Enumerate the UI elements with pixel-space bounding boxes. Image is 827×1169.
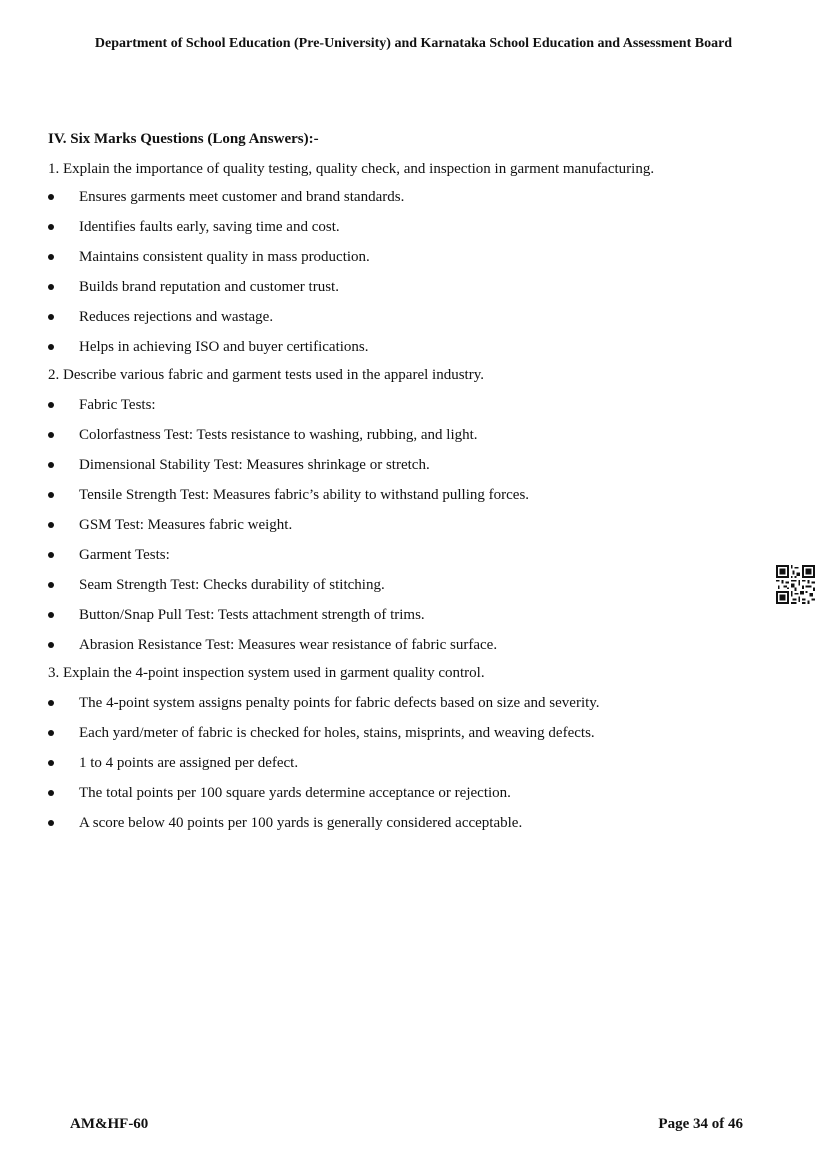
list-item	[48, 217, 768, 247]
page-number: Page 34 of 46	[658, 1116, 743, 1132]
bullet-icon	[48, 462, 54, 468]
list-item-text: Abrasion Resistance Test: Measures wear resistance of fabric surface.	[79, 637, 498, 653]
list-item	[48, 187, 768, 217]
list-item-text: Helps in achieving ISO and buyer certifications.	[79, 339, 369, 355]
bullet-icon	[48, 522, 54, 528]
list-item-text: Dimensional Stability Test: Measures shrinkage or stretch.	[79, 457, 430, 473]
question-1: 1. Explain the importance of quality testing, quality check, and inspection in garment manufacturing.	[48, 161, 655, 177]
list-item	[48, 783, 768, 813]
question-2: 2. Describe various fabric and garment tests used in the apparel industry.	[48, 367, 484, 383]
list-item	[48, 635, 768, 663]
document-code: AM&HF-60	[70, 1116, 149, 1132]
list-item-text: The 4-point system assigns penalty points for fabric defects based on size and severity.	[79, 695, 600, 711]
list-item	[48, 575, 768, 605]
list-item-text: Builds brand reputation and customer trust.	[79, 279, 339, 295]
bullet-icon	[48, 224, 54, 230]
list-item	[48, 247, 768, 277]
list-item-text: Fabric Tests:	[79, 397, 156, 413]
bullet-icon	[48, 402, 54, 408]
bullet-icon	[48, 582, 54, 588]
list-item-text: Button/Snap Pull Test: Tests attachment strength of trims.	[79, 607, 425, 623]
bullet-icon	[48, 194, 54, 200]
list-item	[48, 515, 768, 545]
list-item	[48, 693, 768, 723]
list-item	[48, 753, 768, 783]
qr-code-icon	[776, 565, 815, 604]
page-content	[48, 129, 768, 843]
question-3: 3. Explain the 4-point inspection system used in garment quality control.	[48, 665, 485, 681]
list-item	[48, 605, 768, 635]
bullet-icon	[48, 642, 54, 648]
list-item-text: Colorfastness Test: Tests resistance to washing, rubbing, and light.	[79, 427, 478, 443]
bullet-icon	[48, 344, 54, 350]
bullet-icon	[48, 760, 54, 766]
list-item-text: GSM Test: Measures fabric weight.	[79, 517, 293, 533]
bullet-icon	[48, 700, 54, 706]
list-item	[48, 723, 768, 753]
list-item	[48, 337, 768, 365]
list-item-text: Ensures garments meet customer and brand standards.	[79, 189, 405, 205]
list-item-text: Seam Strength Test: Checks durability of stitching.	[79, 577, 385, 593]
bullet-icon	[48, 432, 54, 438]
list-item-text: Reduces rejections and wastage.	[79, 309, 274, 325]
bullet-icon	[48, 820, 54, 826]
list-item-text: Garment Tests:	[79, 547, 170, 563]
bullet-icon	[48, 314, 54, 320]
bullet-icon	[48, 612, 54, 618]
list-item	[48, 395, 768, 425]
list-item-text: A score below 40 points per 100 yards is generally considered acceptable.	[79, 815, 523, 831]
bullet-icon	[48, 254, 54, 260]
bullet-icon	[48, 730, 54, 736]
list-item	[48, 307, 768, 337]
bullet-icon	[48, 790, 54, 796]
list-item-text: The total points per 100 square yards determine acceptance or rejection.	[79, 785, 511, 801]
list-item-text: Each yard/meter of fabric is checked for holes, stains, misprints, and weaving defects.	[79, 725, 595, 741]
list-item-text: Tensile Strength Test: Measures fabric’s ability to withstand pulling forces.	[79, 487, 530, 503]
section-title: IV. Six Marks Questions (Long Answers):-	[48, 131, 319, 147]
page-header: Department of School Education (Pre-University) and Karnataka School Education and Assessment Board	[94, 36, 733, 51]
list-item-text: Identifies faults early, saving time and cost.	[79, 219, 340, 235]
bullet-icon	[48, 492, 54, 498]
list-item	[48, 425, 768, 455]
list-item	[48, 545, 768, 575]
list-item	[48, 455, 768, 485]
bullet-icon	[48, 284, 54, 290]
list-item	[48, 813, 768, 843]
list-item	[48, 485, 768, 515]
bullet-icon	[48, 552, 54, 558]
list-item	[48, 277, 768, 307]
list-item-text: Maintains consistent quality in mass production.	[79, 249, 370, 265]
list-item-text: 1 to 4 points are assigned per defect.	[79, 755, 299, 771]
